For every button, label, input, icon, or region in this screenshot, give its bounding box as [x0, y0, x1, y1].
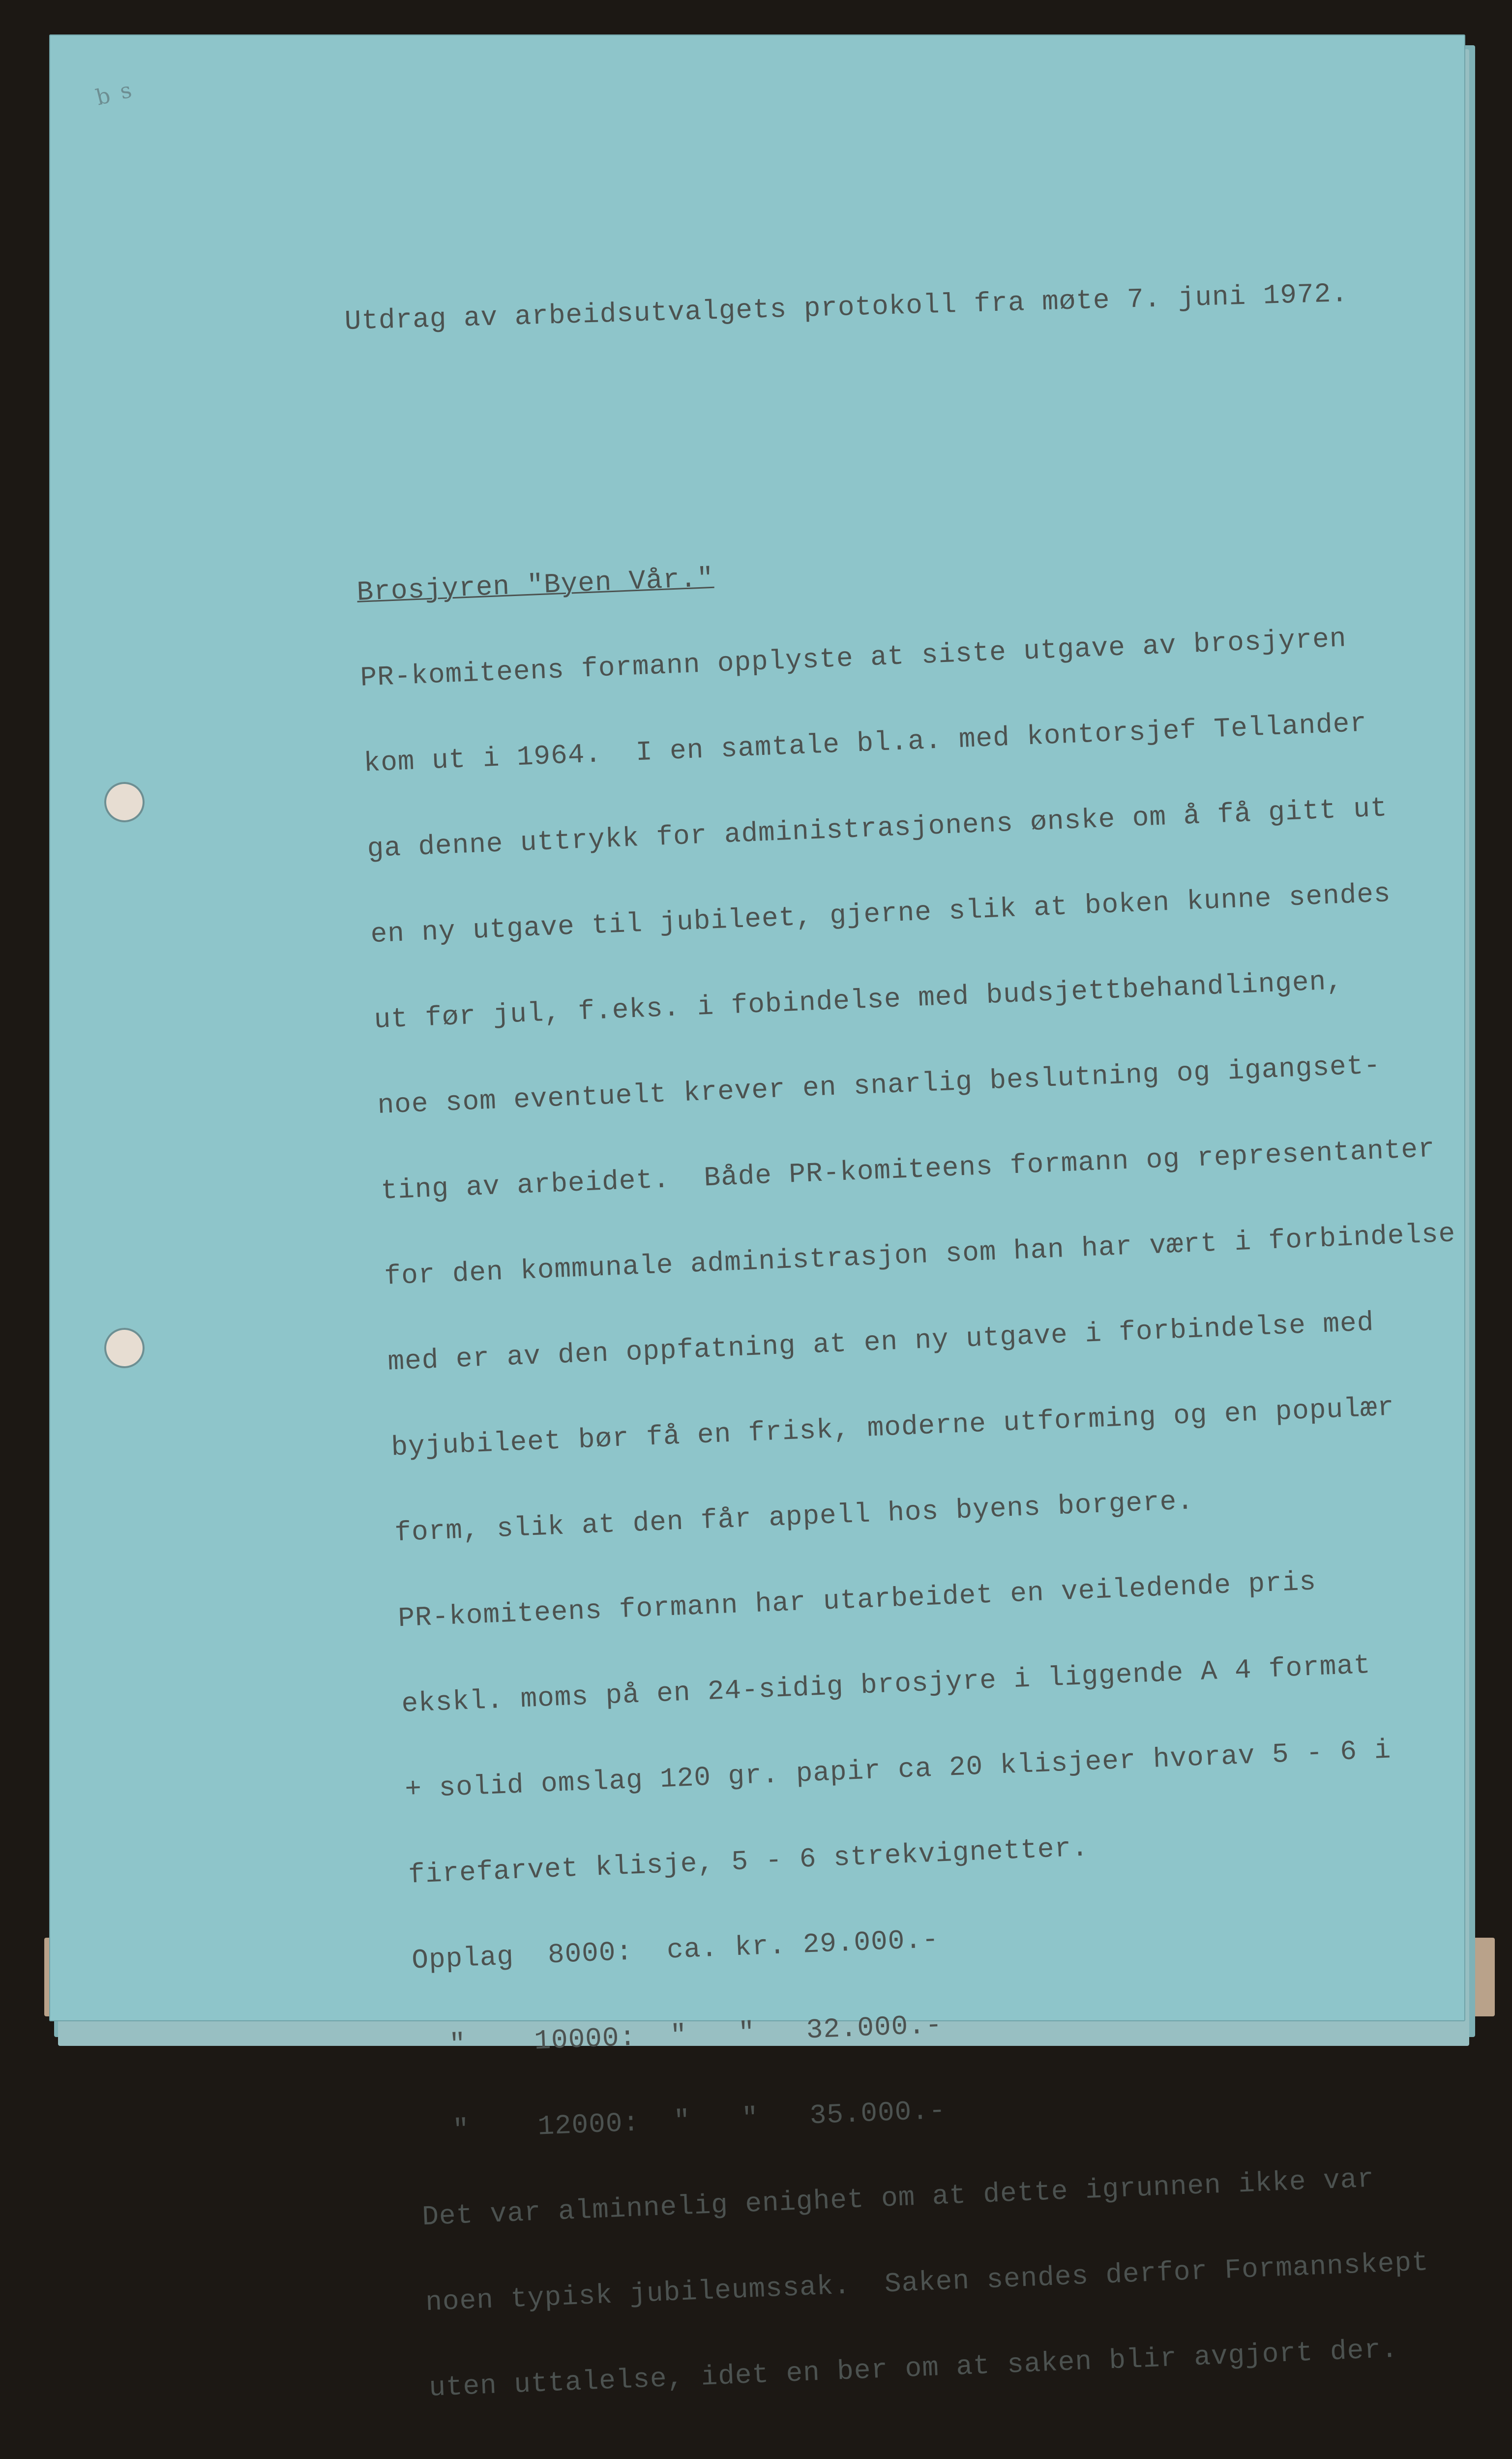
body-line: form, slik at den får appell hos byens borgere.	[394, 1485, 1195, 1549]
punch-hole	[104, 782, 145, 822]
body-line: Det var alminnelig enighet om at dette igrunnen ikke var	[421, 2163, 1375, 2233]
body-line: uten uttalelse, idet en ber om at saken blir avgjort der.	[428, 2333, 1399, 2404]
body-line: noe som eventuelt krever en snarlig beslutning og igangset-	[377, 1050, 1382, 1122]
body-line: ekskl. moms på en 24-sidig brosjyre i liggende A 4 format	[401, 1649, 1371, 1720]
price-line: " 10000: " " 32.000.-	[415, 2009, 943, 2062]
price-line: " 12000: " " 35.000.-	[418, 2095, 947, 2148]
body-line: PR-komiteens formann har utarbeidet en veiledende pris	[397, 1566, 1317, 1635]
body-line: for den kommunale administrasjon som han har vært i forbindelse	[384, 1218, 1456, 1292]
body-line: ut før jul, f.eks. i fobindelse med budsjettbehandlingen,	[373, 965, 1344, 1036]
body-line: en ny utgave til jubileet, gjerne slik at boken kunne sendes	[370, 878, 1392, 951]
body-line: ting av arbeidet. Både PR-komiteens formann og representanter	[380, 1133, 1436, 1207]
pencil-note: b s	[93, 77, 136, 111]
section-heading: Brosjyren "Byen Vår."	[356, 562, 715, 608]
price-line: Opplag 8000: ca. kr. 29.000.-	[411, 1923, 940, 1977]
body-line: noen typisk jubileumssak. Saken sendes derfor Formannskept	[425, 2247, 1429, 2319]
body-line: + solid omslag 120 gr. papir ca 20 klisjeer hvorav 5 - 6 i	[404, 1734, 1392, 1805]
body-line: med er av den oppfatning at en ny utgave i forbindelse med	[387, 1307, 1375, 1378]
body-line: ga denne uttrykk for administrasjonens ønske om å få gitt ut	[366, 792, 1388, 865]
minutes-body	[354, 479, 1503, 2459]
document-page	[49, 34, 1465, 2404]
document-title: Utdrag av arbeidsutvalgets protokoll fra møte 7. juni 1972.	[344, 277, 1349, 337]
body-line: PR-komiteens formann opplyste at siste utgave av brosjyren	[359, 623, 1347, 694]
body-line: firefarvet klisje, 5 - 6 strekvignetter.	[408, 1832, 1089, 1891]
body-line: kom ut i 1964. I en samtale bl.a. med kontorsjef Tellander	[363, 707, 1368, 780]
punch-hole	[104, 1328, 145, 1368]
body-line: byjubileet bør få en frisk, moderne utforming og en populær	[390, 1391, 1395, 1464]
